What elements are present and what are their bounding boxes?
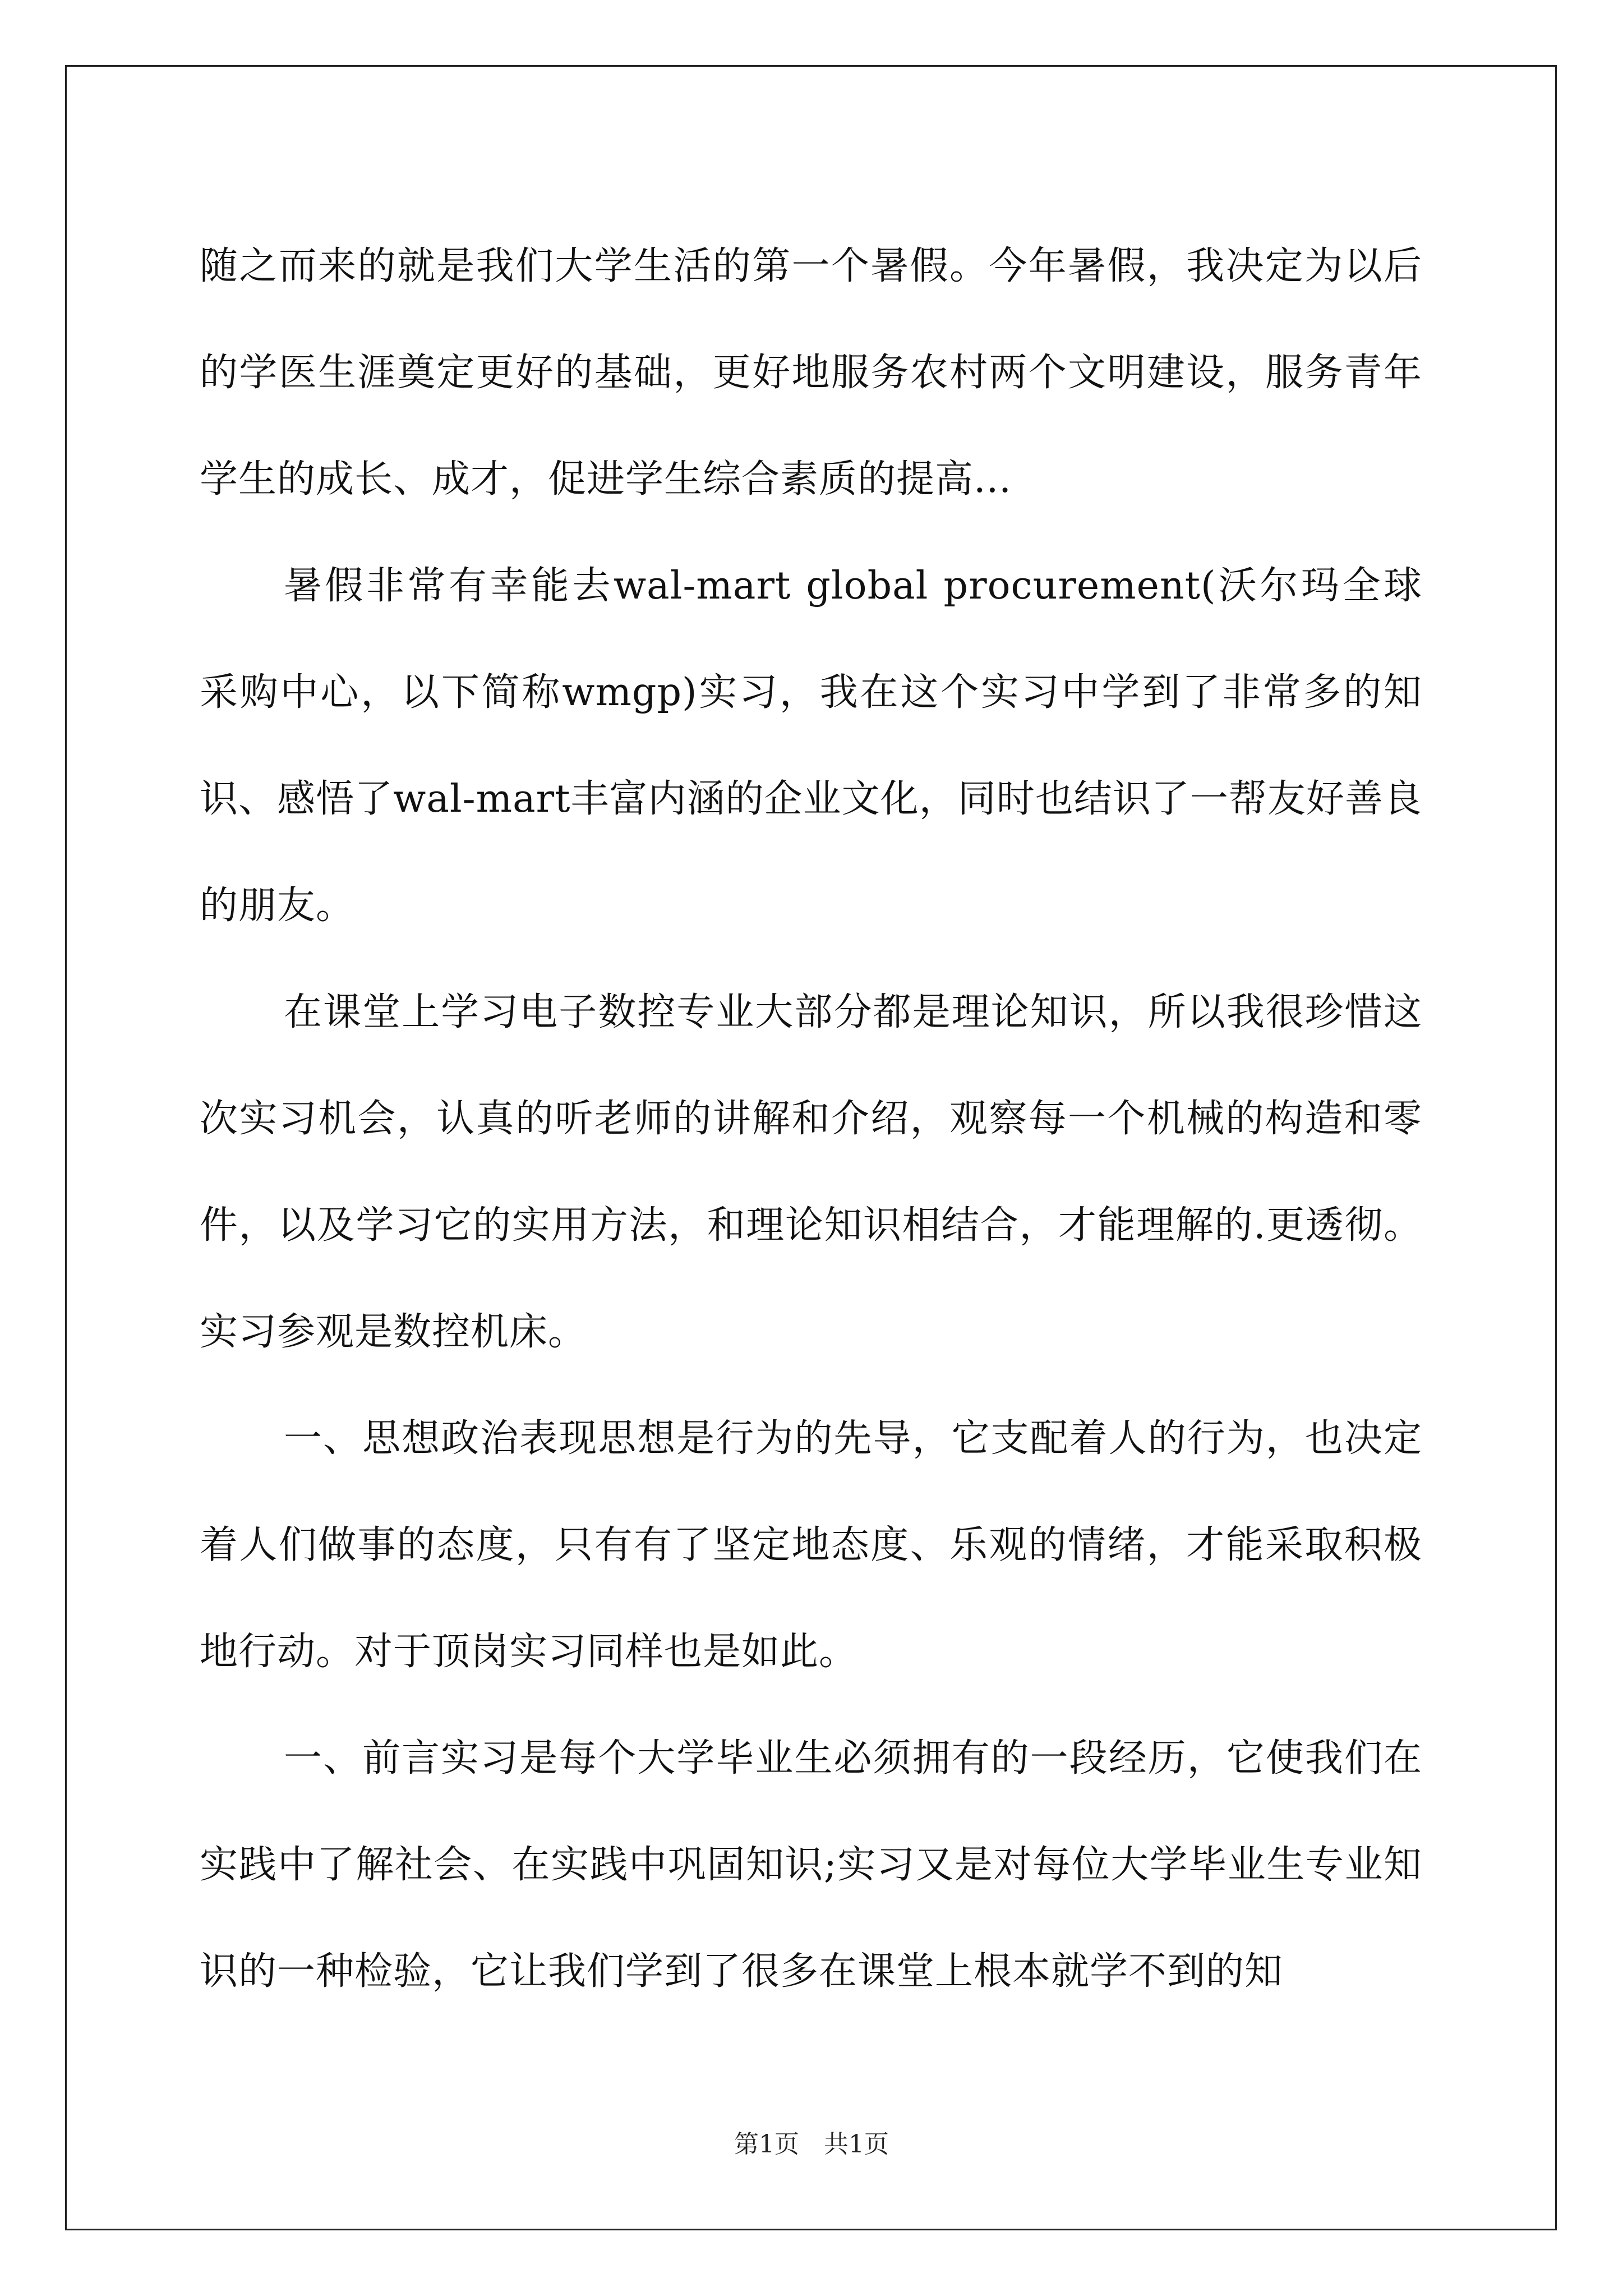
paragraph-2: 暑假非常有幸能去wal-mart global procurement(沃尔玛全球采购中心，以下简称wmgp)实习，我在这个实习中学到了非常多的知识、感悟了wal-mart丰富内涵的企业文化，同时也结识了一帮友好善良的朋友。 bbox=[200, 564, 1422, 928]
paragraph-5: 一、前言实习是每个大学毕业生必须拥有的一段经历，它使我们在实践中了解社会、在实践中巩固知识;实习又是对每位大学毕业生专业知识的一种检验，它让我们学到了很多在课堂上根本就学不到的知 bbox=[200, 1736, 1422, 1994]
document-body bbox=[200, 213, 1422, 2025]
page-number-footer: 第1页 共1页 bbox=[734, 2130, 889, 2159]
paragraph-1: 随之而来的就是我们大学生活的第一个暑假。今年暑假，我决定为以后的学医生涯奠定更好的基础，更好地服务农村两个文明建设，服务青年学生的成长、成才，促进学生综合素质的提高... bbox=[200, 244, 1422, 501]
paragraph-3: 在课堂上学习电子数控专业大部分都是理论知识，所以我很珍惜这次实习机会，认真的听老师的讲解和介绍，观察每一个机械的构造和零件，以及学习它的实用方法，和理论知识相结合，才能理解的.更透彻。实习参观是数控机床。 bbox=[200, 990, 1422, 1354]
paragraph-4: 一、思想政治表现思想是行为的先导，它支配着人的行为，也决定着人们做事的态度，只有有了坚定地态度、乐观的情绪，才能采取积极地行动。对于顶岗实习同样也是如此。 bbox=[200, 1416, 1422, 1674]
